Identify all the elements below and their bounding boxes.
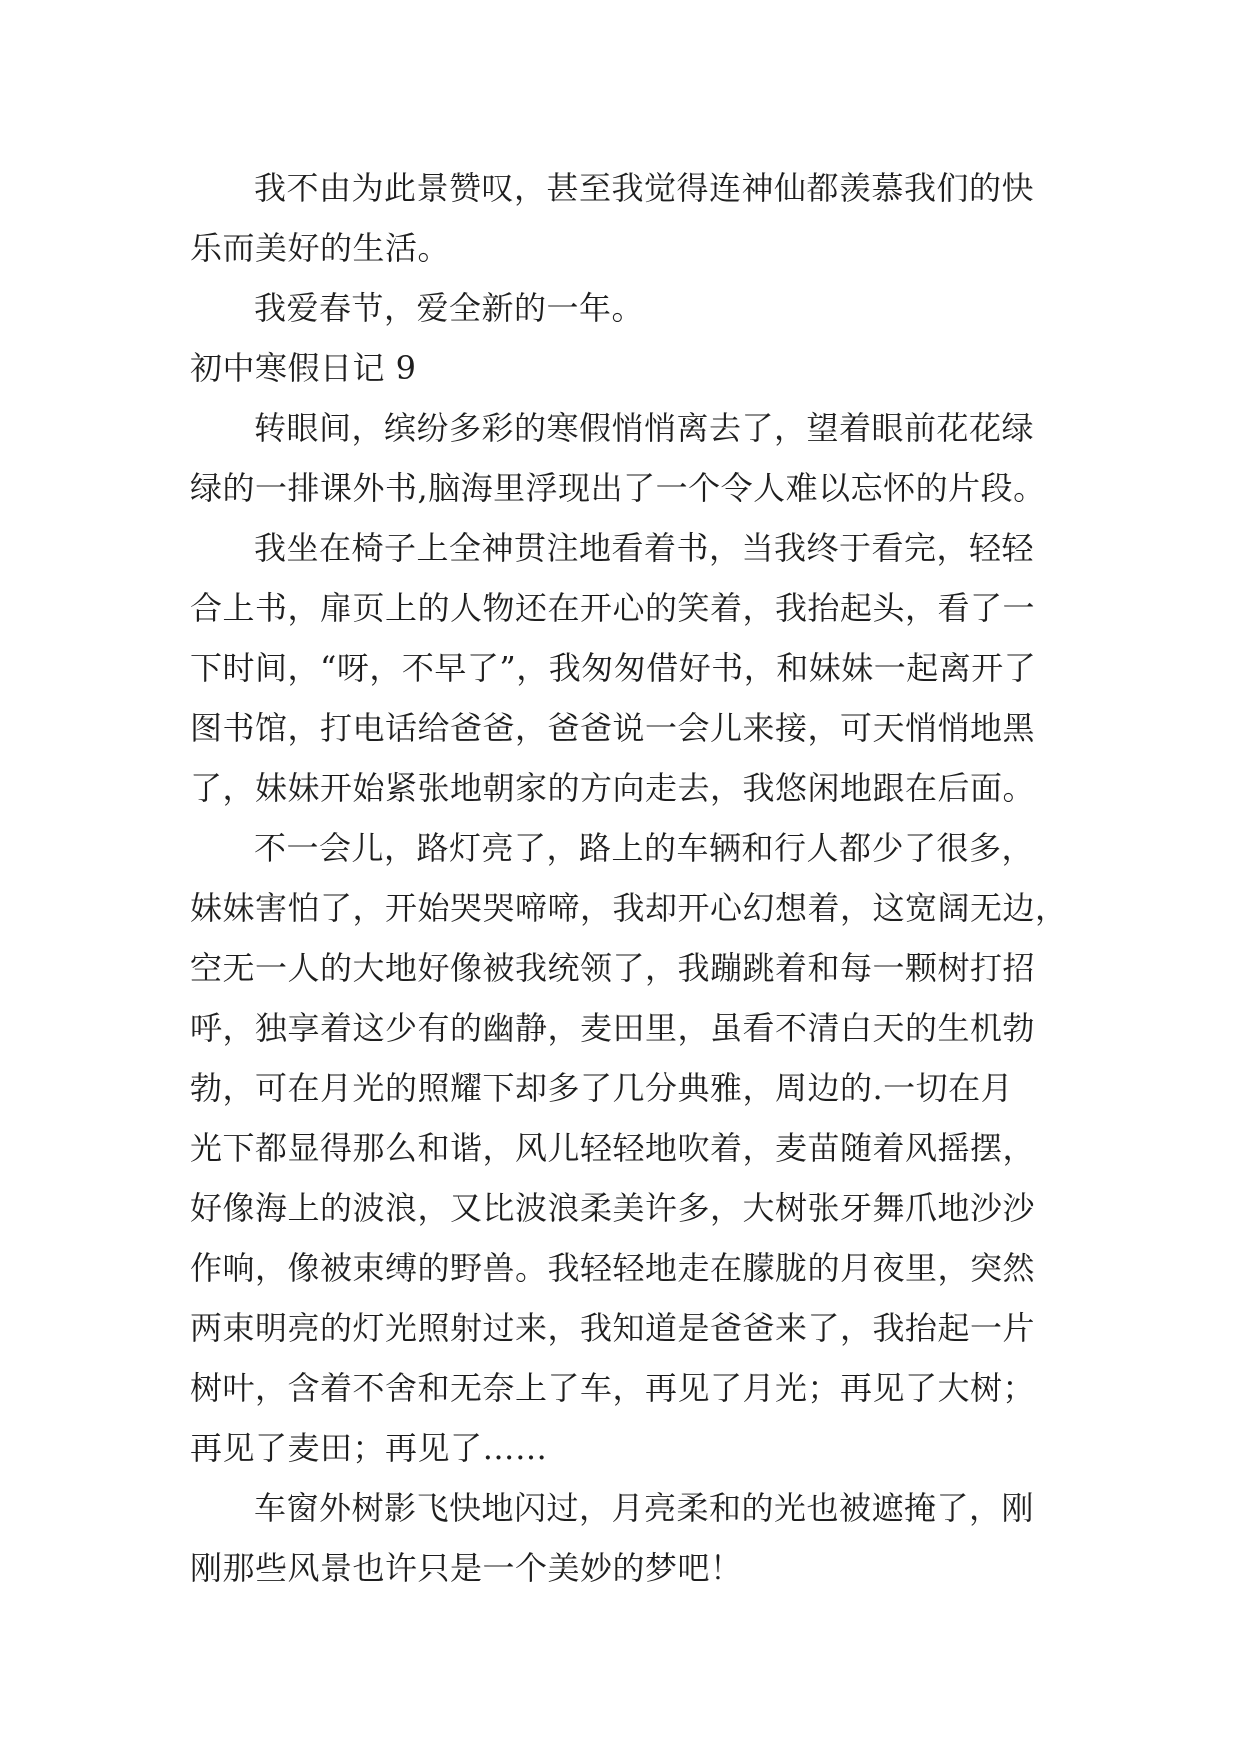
text-line: 妹妹害怕了，开始哭哭啼啼，我却开心幻想着，这宽阔无边， bbox=[190, 889, 1068, 927]
text-line: 树叶，含着不舍和无奈上了车，再见了月光；再见了大树； bbox=[190, 1369, 1036, 1407]
text-line: 再见了麦田；再见了…… bbox=[190, 1429, 548, 1467]
text-line: 我爱春节，爱全新的一年。 bbox=[254, 289, 645, 327]
text-line: 图书馆，打电话给爸爸，爸爸说一会儿来接，可天悄悄地黑 bbox=[190, 709, 1036, 747]
text-line: 空无一人的大地好像被我统领了，我蹦跳着和每一颗树打招 bbox=[190, 949, 1036, 987]
text-line: 我不由为此景赞叹，甚至我觉得连神仙都羡慕我们的快 bbox=[254, 169, 1035, 207]
text-line: 合上书，扉页上的人物还在开心的笑着，我抬起头，看了一 bbox=[190, 589, 1036, 627]
text-line: 勃，可在月光的照耀下却多了几分典雅，周边的.一切在月 bbox=[190, 1069, 1014, 1107]
text-line: 车窗外树影飞快地闪过，月亮柔和的光也被遮掩了，刚 bbox=[254, 1489, 1035, 1527]
text-line: 我坐在椅子上全神贯注地看着书，当我终于看完，轻轻 bbox=[254, 529, 1035, 567]
text-line: 光下都显得那么和谐，风儿轻轻地吹着，麦苗随着风摇摆， bbox=[190, 1129, 1036, 1167]
section-title: 初中寒假日记 9 bbox=[190, 349, 417, 387]
text-line: 乐而美好的生活。 bbox=[190, 229, 451, 267]
text-line: 绿的一排课外书,脑海里浮现出了一个令人难以忘怀的片段。 bbox=[190, 469, 1046, 507]
text-line: 好像海上的波浪，又比波浪柔美许多，大树张牙舞爪地沙沙 bbox=[190, 1189, 1036, 1227]
text-line: 刚那些风景也许只是一个美妙的梦吧！ bbox=[190, 1549, 743, 1587]
text-line: 呼，独享着这少有的幽静，麦田里，虽看不清白天的生机勃 bbox=[190, 1009, 1036, 1047]
text-line: 了，妹妹开始紧张地朝家的方向走去，我悠闲地跟在后面。 bbox=[190, 769, 1036, 807]
text-line: 转眼间，缤纷多彩的寒假悄悄离去了，望着眼前花花绿 bbox=[254, 409, 1035, 447]
text-line: 作响，像被束缚的野兽。我轻轻地走在朦胧的月夜里，突然 bbox=[190, 1249, 1036, 1287]
text-line: 两束明亮的灯光照射过来，我知道是爸爸来了，我抬起一片 bbox=[190, 1309, 1036, 1347]
text-line: 不一会儿，路灯亮了，路上的车辆和行人都少了很多， bbox=[254, 829, 1035, 867]
document-body bbox=[190, 158, 1068, 1598]
text-line: 下时间，“呀，不早了”，我匆匆借好书，和妹妹一起离开了 bbox=[190, 649, 1037, 687]
